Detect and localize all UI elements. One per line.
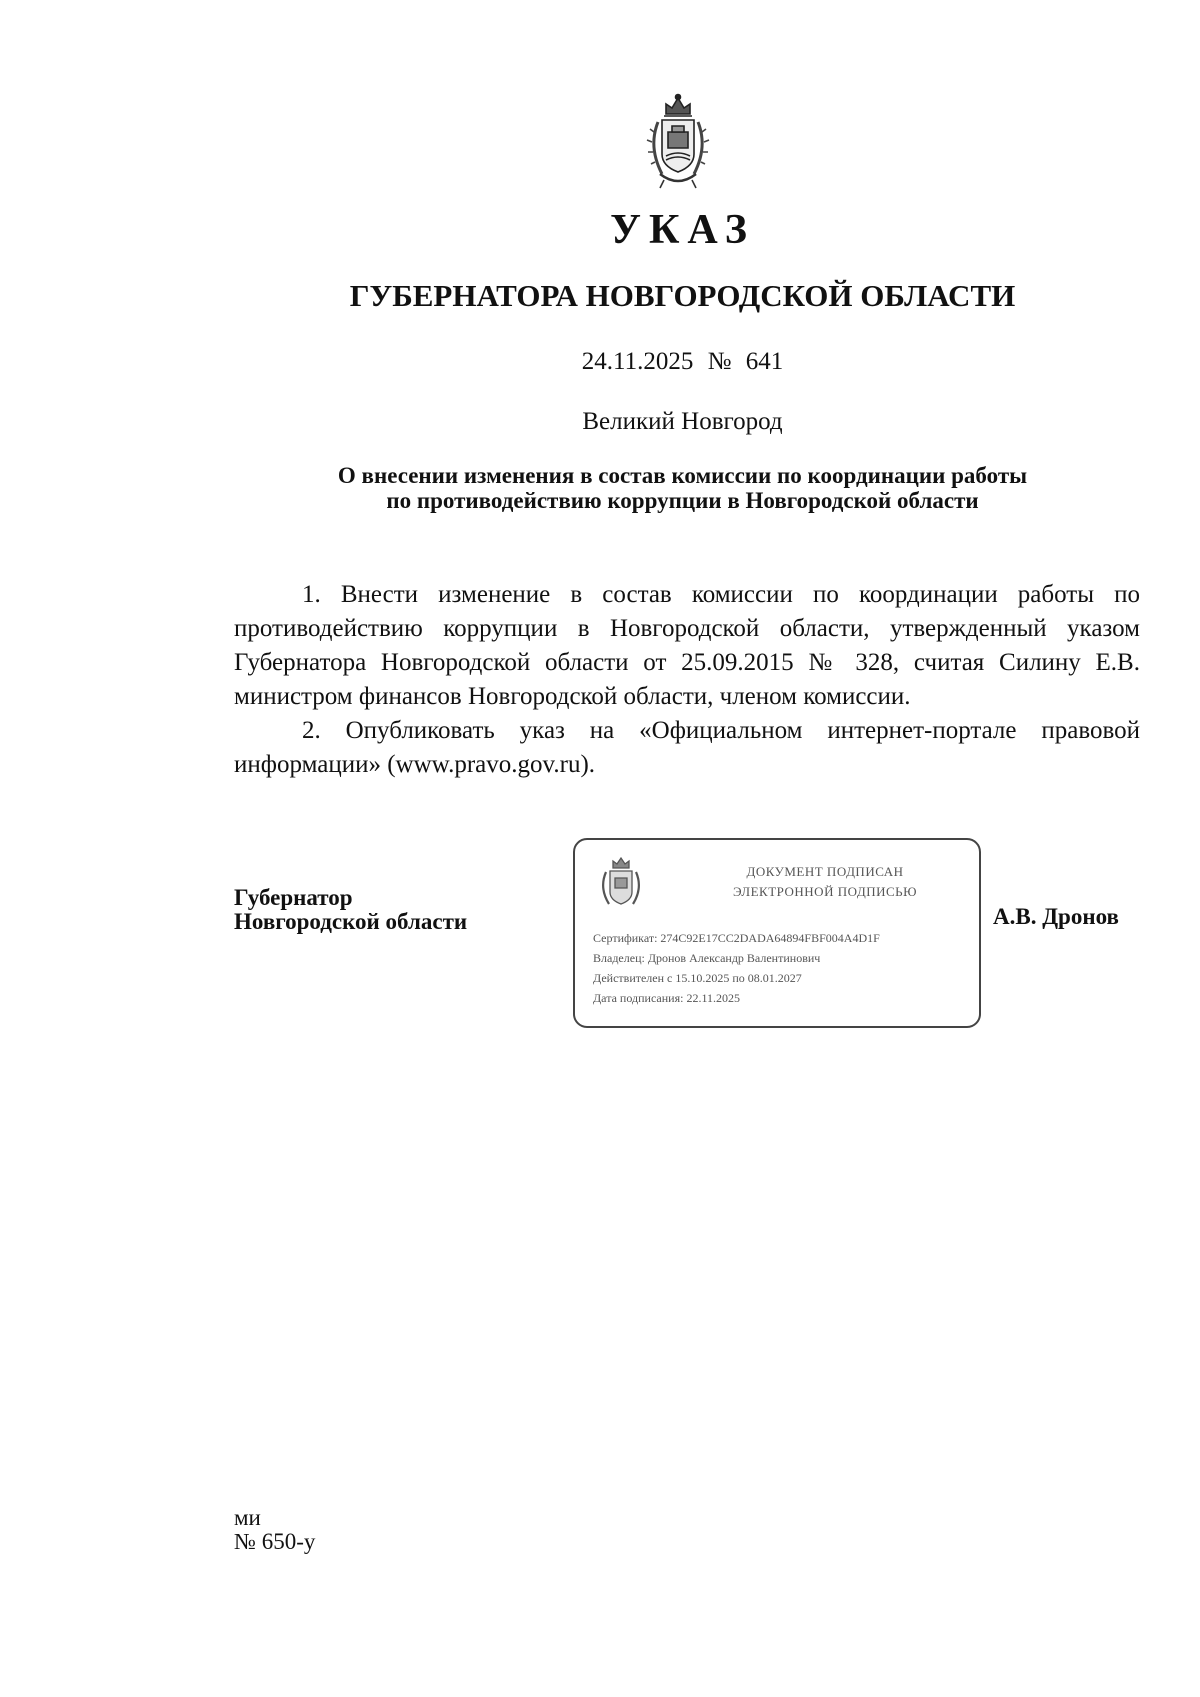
document-heading — [0, 463, 1200, 513]
footer-initials: ми — [234, 1505, 261, 1530]
document-date: 24.11.2025 — [581, 348, 694, 375]
signer-name: А.В. Дронов — [993, 904, 1119, 929]
signer-position-line: Губернатор — [234, 885, 353, 910]
date-number-line — [0, 346, 1200, 378]
document-body — [234, 578, 1140, 782]
stamp-signed-date: Дата подписания: 22.11.2025 — [593, 991, 740, 1005]
heading-line: О внесении изменения в состав комиссии по координации работы — [337, 463, 1028, 488]
number-sign: № — [707, 348, 732, 375]
stamp-details — [593, 928, 880, 1008]
document-title: УКАЗ — [610, 207, 755, 253]
paragraph: 2. Опубликовать указ на «Официальном интернет-портале правовой информации» (www.pravo.gov.ru). — [234, 717, 1140, 778]
stamp-validity: Действителен с 15.10.2025 по 08.01.2027 — [593, 971, 802, 985]
heading-line: по противодействию коррупции в Новгородской области — [386, 488, 979, 513]
stamp-header — [695, 862, 955, 902]
coat-of-arms-icon — [597, 856, 645, 910]
paragraph: 1. Внести изменение в состав комиссии по координации работы по противодействию коррупции в Новгородской области, утвержденный указом Губернатора Новгородской области от 25.09.2015 № 328, считая Силину Е.В. министром финансов Новгородской области, членом комиссии. — [234, 581, 1140, 710]
signer-position — [234, 886, 467, 934]
stamp-header-line: ДОКУМЕНТ ПОДПИСАН — [746, 864, 904, 879]
electronic-signature-stamp — [573, 838, 981, 1028]
document-subtitle: ГУБЕРНАТОРА НОВГОРОДСКОЙ ОБЛАСТИ — [349, 278, 1016, 313]
stamp-owner: Владелец: Дронов Александр Валентинович — [593, 951, 821, 965]
coat-of-arms-icon — [642, 92, 714, 192]
document-number: 641 — [745, 348, 784, 375]
stamp-header-line: ЭЛЕКТРОННОЙ ПОДПИСЬЮ — [733, 884, 917, 899]
document-city: Великий Новгород — [582, 408, 783, 435]
signer-position-line: Новгородской области — [234, 909, 468, 934]
document-footer — [234, 1506, 315, 1554]
footer-registration-number: № 650-у — [234, 1529, 316, 1554]
stamp-certificate: Сертификат: 274C92E17CC2DADA64894FBF004A4D1F — [593, 931, 880, 945]
